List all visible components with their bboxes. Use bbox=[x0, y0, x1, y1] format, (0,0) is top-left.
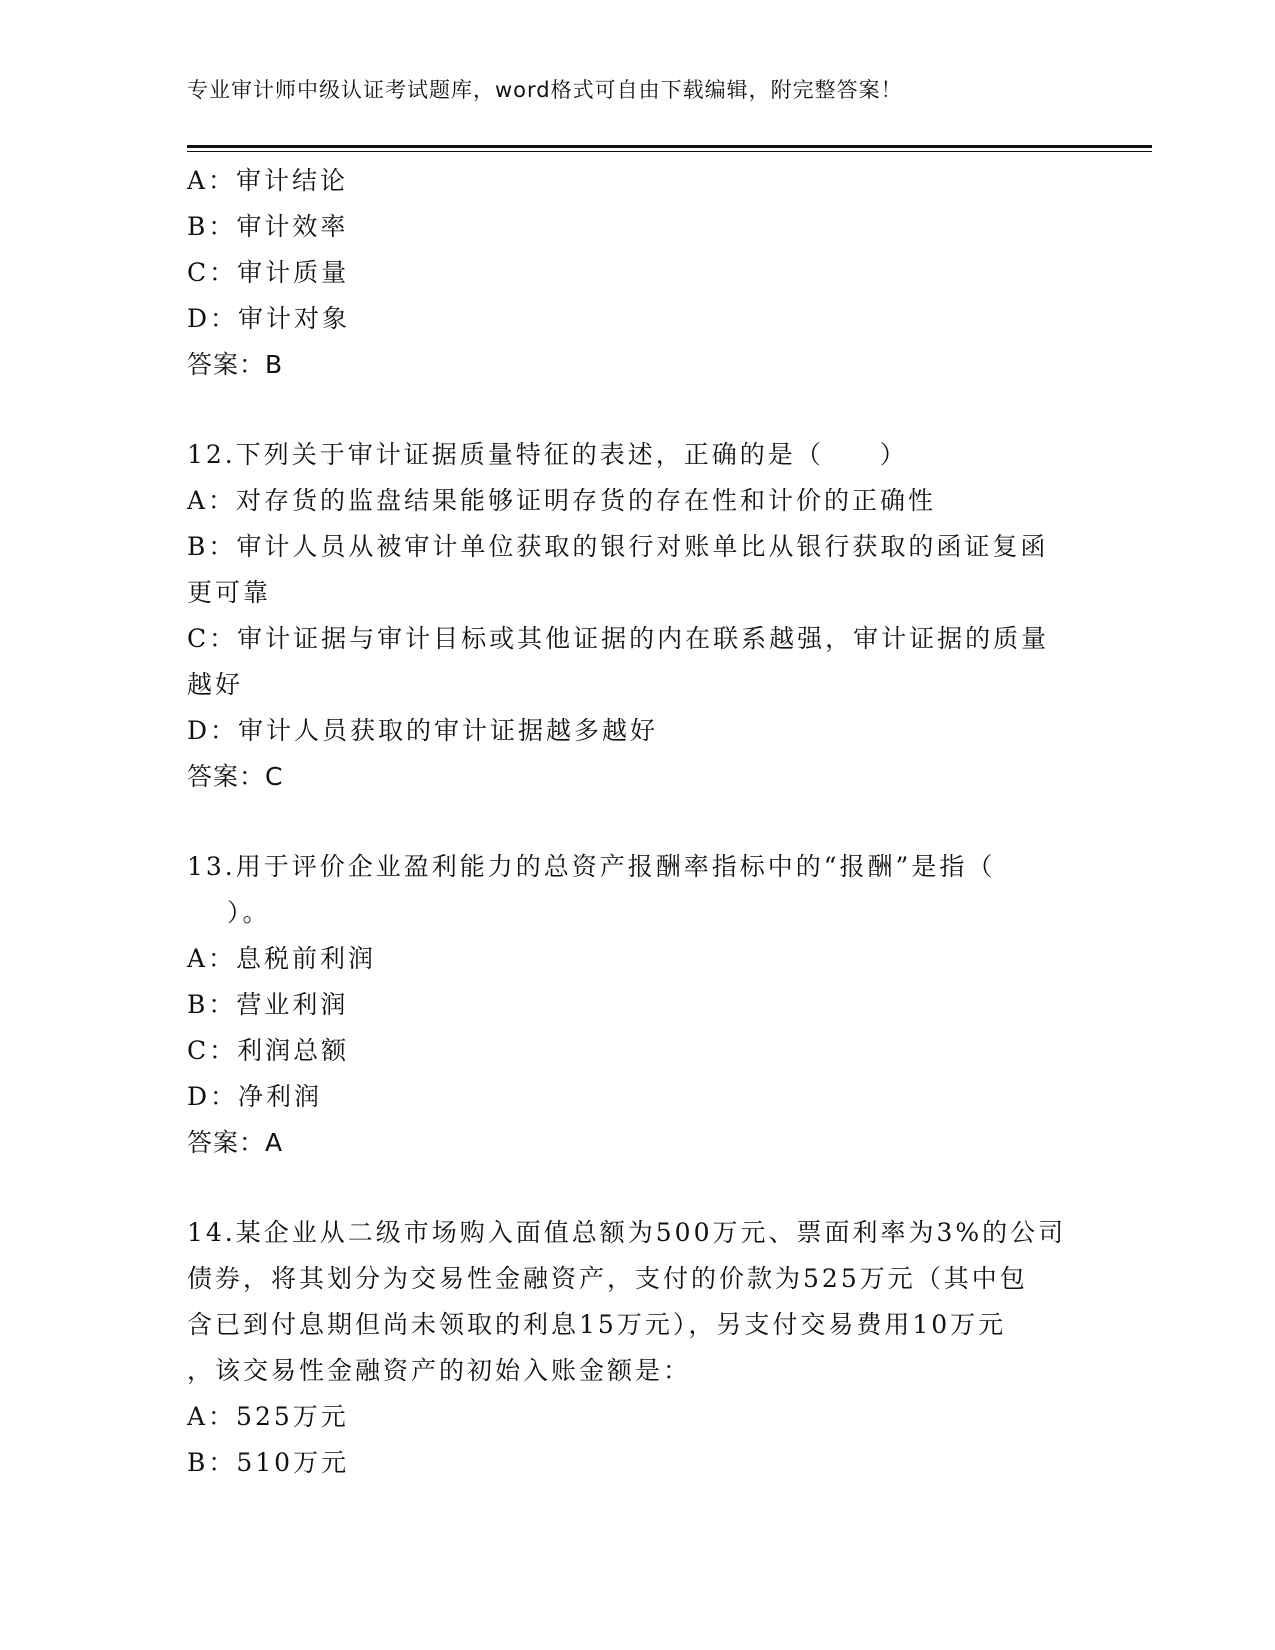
q11-answer: 答案：B bbox=[187, 350, 284, 379]
q13-stem-cont: ）。 bbox=[227, 898, 271, 927]
q12-stem: 12.下列关于审计证据质量特征的表述，正确的是（ ） bbox=[187, 440, 908, 469]
q13-option-a: A：息税前利润 bbox=[187, 944, 377, 973]
q14-stem-line-2: 债券，将其划分为交易性金融资产，支付的价款为525万元（其中包 bbox=[187, 1264, 1028, 1293]
q13-stem: 13.用于评价企业盈利能力的总资产报酬率指标中的“报酬”是指（ bbox=[187, 852, 996, 881]
q12-option-c: C：审计证据与审计目标或其他证据的内在联系越强，审计证据的质量 bbox=[187, 624, 1050, 653]
q14-stem-line-1: 14.某企业从二级市场购入面值总额为500万元、票面利率为3%的公司 bbox=[187, 1218, 1067, 1247]
q11-option-c: C：审计质量 bbox=[187, 258, 350, 287]
q14-stem-line-3: 含已到付息期但尚未领取的利息15万元），另支付交易费用10万元 bbox=[187, 1310, 1007, 1339]
q12-option-c-cont: 越好 bbox=[187, 670, 244, 699]
header-divider-thin bbox=[187, 151, 1152, 152]
q14-option-b: B：510万元 bbox=[187, 1448, 350, 1477]
page-header: 专业审计师中级认证考试题库，word格式可自由下载编辑，附完整答案！ bbox=[187, 78, 903, 102]
question-content bbox=[187, 158, 1087, 1486]
q12-option-d: D：审计人员获取的审计证据越多越好 bbox=[187, 716, 659, 745]
header-divider-thick bbox=[187, 145, 1152, 148]
q13-option-b: B：营业利润 bbox=[187, 990, 349, 1019]
q13-option-c: C：利润总额 bbox=[187, 1036, 350, 1065]
q14-stem-line-4: ，该交易性金融资产的初始入账金额是： bbox=[187, 1356, 692, 1385]
q11-option-d: D：审计对象 bbox=[187, 304, 351, 333]
q13-answer: 答案：A bbox=[187, 1128, 284, 1157]
q14-option-a: A：525万元 bbox=[187, 1402, 349, 1431]
q13-option-d: D：净利润 bbox=[187, 1082, 323, 1111]
q11-option-a: A：审计结论 bbox=[187, 166, 349, 195]
q12-option-a: A：对存货的监盘结果能够证明存货的存在性和计价的正确性 bbox=[187, 486, 937, 515]
q12-option-b: B：审计人员从被审计单位获取的银行对账单比从银行获取的函证复函 bbox=[187, 532, 1049, 561]
q12-answer: 答案：C bbox=[187, 762, 284, 791]
q12-option-b-cont: 更可靠 bbox=[187, 578, 272, 607]
q11-option-b: B：审计效率 bbox=[187, 212, 349, 241]
